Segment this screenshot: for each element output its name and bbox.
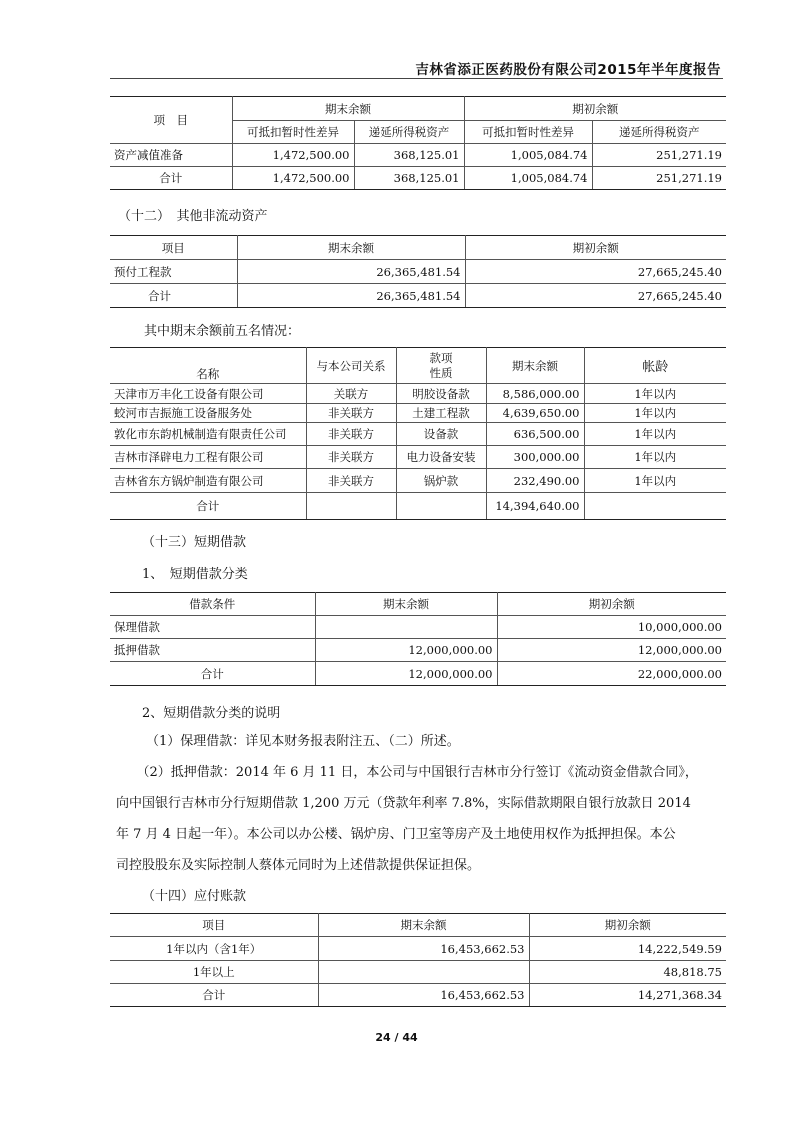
cell: 1,005,084.74 — [464, 144, 592, 167]
table-row — [110, 260, 726, 284]
cell: 22,000,000.00 — [497, 662, 726, 686]
cell: 土建工程款 — [396, 404, 486, 423]
report-title: 吉林省添正医药股份有限公司2015年半年度报告 — [415, 62, 721, 78]
sub-header: 递延所得税资产 — [354, 121, 464, 144]
table-row — [110, 662, 726, 686]
section-13-heading: （十三）短期借款 — [142, 535, 247, 550]
cell — [315, 616, 497, 639]
column-header — [396, 348, 486, 384]
cell: 关联方 — [306, 384, 396, 404]
cell — [318, 961, 529, 984]
cell: 1年以内 — [584, 446, 726, 469]
cell: 16,453,662.53 — [318, 937, 529, 961]
cell: 12,000,000.00 — [315, 662, 497, 686]
table-row — [110, 937, 726, 961]
cell — [306, 493, 396, 520]
cell: 16,453,662.53 — [318, 984, 529, 1007]
table-row — [110, 144, 726, 167]
row-label: 资产减值准备 — [110, 144, 232, 167]
row-label: 合计 — [110, 284, 237, 308]
cell: 设备款 — [396, 423, 486, 446]
sub-header: 递延所得税资产 — [592, 121, 726, 144]
item-header: 项 目 — [110, 97, 232, 144]
cell: 1年以内 — [584, 423, 726, 446]
cell: 14,271,368.34 — [529, 984, 726, 1007]
cell: 636,500.00 — [486, 423, 584, 446]
column-header: 名称 — [110, 348, 306, 384]
short-loans-table — [110, 592, 726, 686]
cell: 12,000,000.00 — [497, 639, 726, 662]
note-line: 年 7 月 4 日起一年）。本公司以办公楼、锅炉房、门卫室等房产及土地使用权作为抵押担保。本公 — [116, 827, 676, 842]
column-header: 项目 — [110, 914, 318, 937]
table-row — [110, 404, 726, 423]
cell: 蛟河市吉振施工设备服务处 — [110, 404, 306, 423]
table-row — [110, 167, 726, 190]
table-row — [110, 493, 726, 520]
cell: 8,586,000.00 — [486, 384, 584, 404]
cell: 251,271.19 — [592, 167, 726, 190]
cell: 1年以内 — [584, 384, 726, 404]
subsection-1-heading: 1、 短期借款分类 — [142, 567, 248, 582]
cell: 14,222,549.59 — [529, 937, 726, 961]
loan-notes-body — [116, 726, 726, 881]
top5-caption: 其中期末余额前五名情况： — [144, 324, 301, 339]
header-line: 款项 — [429, 350, 453, 365]
table-row — [110, 616, 726, 639]
row-label: 抵押借款 — [110, 639, 315, 662]
section-14-heading: （十四）应付账款 — [142, 889, 247, 904]
row-label: 预付工程款 — [110, 260, 237, 284]
cell: 1,472,500.00 — [232, 167, 354, 190]
table-row — [110, 423, 726, 446]
sub-header: 可抵扣暂时性差异 — [232, 121, 354, 144]
header-rule — [110, 78, 723, 79]
cell: 368,125.01 — [354, 167, 464, 190]
table-row — [110, 384, 726, 404]
row-label: 合计 — [110, 662, 315, 686]
note-line: （2）抵押借款：2014 年 6 月 11 日，本公司与中国银行吉林市分行签订《流动资金借款合同》， — [130, 765, 698, 780]
note-line: 向中国银行吉林市分行短期借款 1,200 万元（贷款年利率 7.8%，实际借款期限自银行放款日 2014 — [116, 796, 691, 811]
column-header: 与本公司关系 — [306, 348, 396, 384]
cell: 吉林省东方锅炉制造有限公司 — [110, 469, 306, 493]
table-row — [110, 984, 726, 1007]
table-row — [110, 284, 726, 308]
cell: 1,472,500.00 — [232, 144, 354, 167]
cell: 12,000,000.00 — [315, 639, 497, 662]
cell: 非关联方 — [306, 404, 396, 423]
cell: 吉林市泽辟电力工程有限公司 — [110, 446, 306, 469]
cell: 明胶设备款 — [396, 384, 486, 404]
column-header: 借款条件 — [110, 593, 315, 616]
other-noncurrent-table — [110, 235, 726, 308]
column-header: 期末余额 — [486, 348, 584, 384]
cell: 27,665,245.40 — [465, 260, 726, 284]
column-header: 期末余额 — [315, 593, 497, 616]
cell: 251,271.19 — [592, 144, 726, 167]
cell: 232,490.00 — [486, 469, 584, 493]
cell: 10,000,000.00 — [497, 616, 726, 639]
cell: 非关联方 — [306, 446, 396, 469]
cell: 26,365,481.54 — [237, 260, 465, 284]
end-balance-group-header: 期末余额 — [232, 97, 464, 121]
cell — [584, 493, 726, 520]
row-label: 1年以上 — [110, 961, 318, 984]
column-header: 期初余额 — [529, 914, 726, 937]
column-header: 期末余额 — [318, 914, 529, 937]
deferred-tax-table — [110, 96, 726, 190]
cell: 1年以内 — [584, 469, 726, 493]
payables-table — [110, 913, 726, 1007]
row-label: 保理借款 — [110, 616, 315, 639]
cell: 非关联方 — [306, 423, 396, 446]
row-label: 合计 — [110, 167, 232, 190]
column-header: 期末余额 — [237, 236, 465, 260]
begin-balance-group-header: 期初余额 — [464, 97, 726, 121]
page-number: 24 / 44 — [375, 1031, 418, 1044]
section-12-heading: （十二） 其他非流动资产 — [118, 209, 268, 224]
cell: 1,005,084.74 — [464, 167, 592, 190]
cell: 300,000.00 — [486, 446, 584, 469]
note-line: 司控股股东及实际控制人蔡体元同时为上述借款提供保证担保。 — [116, 858, 481, 873]
column-header: 项目 — [110, 236, 237, 260]
cell: 368,125.01 — [354, 144, 464, 167]
top5-table — [110, 347, 726, 520]
table-row — [110, 961, 726, 984]
header-line: 性质 — [429, 365, 453, 380]
cell: 天津市万丰化工设备有限公司 — [110, 384, 306, 404]
note-paragraph: （1）保理借款：详见本财务报表附注五、（二）所述。 — [146, 734, 460, 749]
cell: 14,394,640.00 — [486, 493, 584, 520]
cell: 非关联方 — [306, 469, 396, 493]
cell: 48,818.75 — [529, 961, 726, 984]
cell — [396, 493, 486, 520]
loan-notes-heading: 2、短期借款分类的说明 — [142, 706, 281, 721]
cell: 合计 — [110, 493, 306, 520]
cell: 4,639,650.00 — [486, 404, 584, 423]
cell: 敦化市东韵机械制造有限责任公司 — [110, 423, 306, 446]
table-row — [110, 639, 726, 662]
cell: 27,665,245.40 — [465, 284, 726, 308]
cell: 锅炉款 — [396, 469, 486, 493]
cell: 电力设备安装 — [396, 446, 486, 469]
cell: 26,365,481.54 — [237, 284, 465, 308]
sub-header: 可抵扣暂时性差异 — [464, 121, 592, 144]
column-header: 期初余额 — [497, 593, 726, 616]
cell: 1年以内 — [584, 404, 726, 423]
table-row — [110, 446, 726, 469]
table-row — [110, 469, 726, 493]
column-header: 期初余额 — [465, 236, 726, 260]
row-label: 合计 — [110, 984, 318, 1007]
row-label: 1年以内（含1年） — [110, 937, 318, 961]
column-header: 帐龄 — [584, 348, 726, 384]
